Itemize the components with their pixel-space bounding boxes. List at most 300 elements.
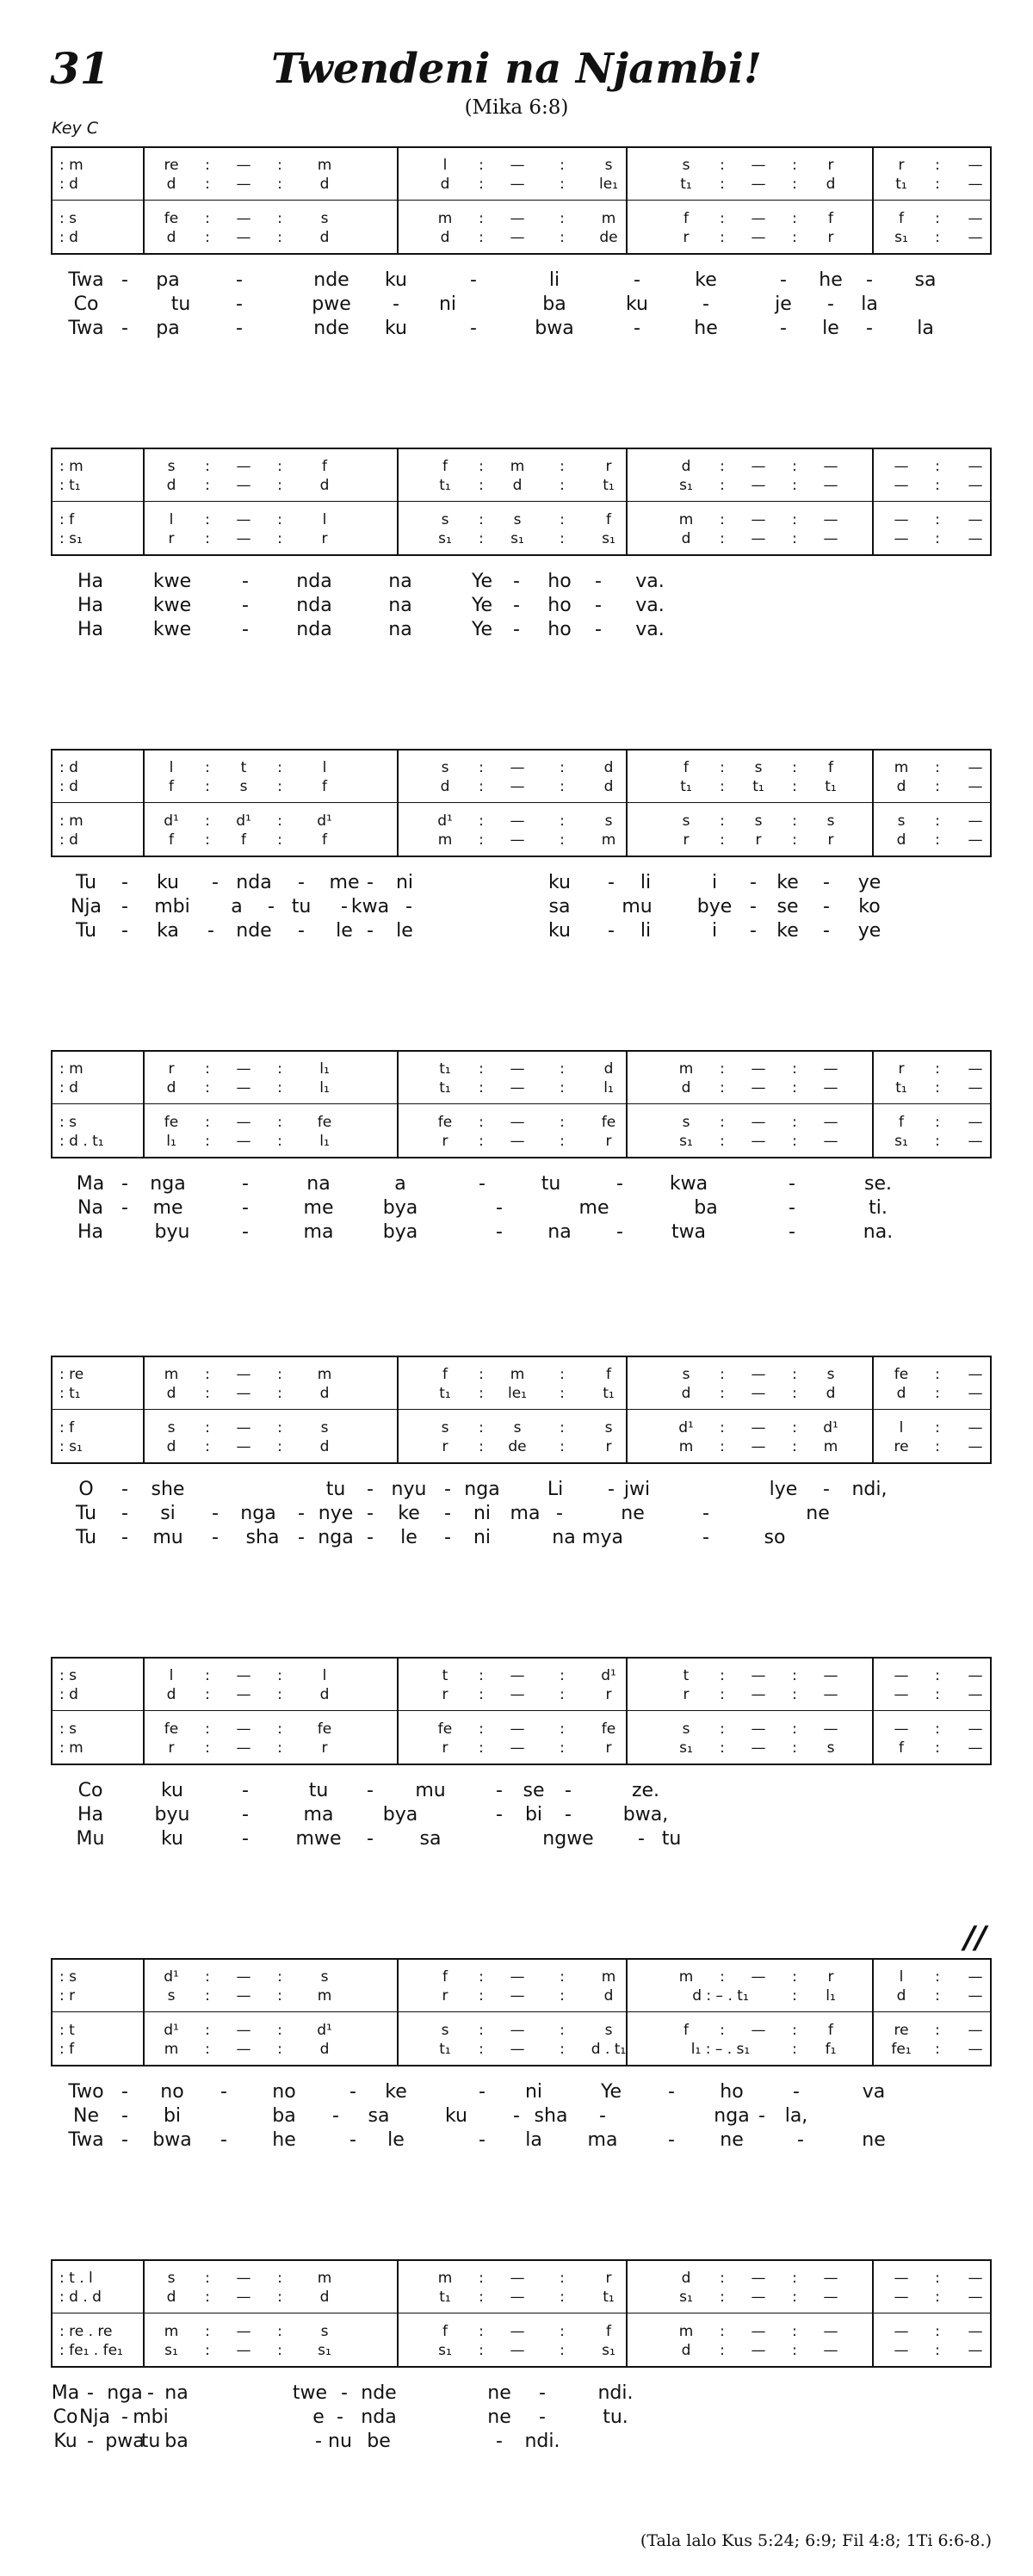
solfa-note: : [277, 1060, 282, 1078]
solfa-note: : t₁ [59, 1385, 81, 1402]
syllable-hyphen: - [444, 1503, 451, 1524]
solfa-note: s₁ [679, 477, 693, 494]
lyric-syllable: ma [510, 1503, 541, 1524]
solfa-note: : [792, 1739, 797, 1757]
solfa-note: : [277, 2342, 282, 2359]
solfa-note: — [894, 2342, 909, 2359]
solfa-note: d [440, 778, 450, 795]
solfa-note: s [320, 1968, 329, 1986]
solfa-note: d [319, 477, 330, 494]
solfa-note: — [751, 1060, 766, 1078]
solfa-note: — [236, 2270, 251, 2287]
solfa-note: : [277, 1667, 282, 1684]
solfa-note: r [442, 1987, 448, 2005]
solfa-note: : [479, 511, 484, 528]
solfa-note: : [277, 530, 282, 547]
lyric-syllable: ku [384, 318, 407, 339]
solfa-note: : [205, 1720, 210, 1738]
syllable-hyphen: - [793, 2081, 800, 2103]
lyric-syllable: ku [547, 920, 571, 942]
solfa-note: f [442, 458, 448, 475]
solfa-note: d [440, 176, 450, 193]
solfa-note: : [205, 477, 210, 494]
solfa-note: f [322, 778, 327, 795]
solfa-note: — [236, 1987, 251, 2005]
lyric-syllable: mya [582, 1527, 623, 1548]
solfa-note: — [751, 2289, 766, 2306]
solfa-note: d [896, 1385, 906, 1402]
solfa-note: f [684, 759, 689, 776]
solfa-note: s [682, 157, 690, 174]
staff-divider [53, 802, 990, 803]
lyric-syllable: nda [296, 619, 332, 640]
solfa-note: : t [59, 2022, 75, 2039]
solfa-note: : [935, 812, 940, 830]
lyric-syllable: ye [857, 872, 881, 893]
lyric-syllable: be [367, 2431, 391, 2452]
lyric-syllable: nga [240, 1503, 276, 1524]
solfa-note: — [236, 1133, 251, 1150]
lyric-syllable: pa [156, 318, 180, 339]
syllable-hyphen: - [496, 1780, 503, 1801]
solfa-note: m [894, 759, 909, 776]
solfa-note: r [168, 530, 175, 547]
solfa-note: — [510, 1968, 525, 1986]
solfa-note: — [236, 1114, 251, 1131]
lyric-syllable: ba [272, 2105, 296, 2127]
syllable-hyphen: - [565, 1780, 572, 1801]
solfa-note: : [935, 1667, 940, 1684]
lyric-syllable: ke [776, 920, 799, 942]
syllable-hyphen: - [367, 1527, 374, 1548]
solfa-note: — [968, 1720, 983, 1738]
lyric-line-3 [0, 1220, 1033, 1245]
solfa-note: — [894, 2289, 909, 2306]
solfa-note: : [792, 2323, 797, 2340]
syllable-hyphen: - [367, 872, 374, 893]
syllable-hyphen: - [332, 2105, 339, 2127]
solfa-note: : [277, 1987, 282, 2005]
lyric-syllable: ku [160, 1780, 183, 1801]
solfa-note: l [322, 511, 327, 528]
solfa-note: s [754, 812, 763, 830]
lyric-syllable: mwe [295, 1828, 342, 1850]
lyric-syllable: pwa [105, 2431, 145, 2452]
solfa-note: s [441, 511, 449, 528]
solfa-note: : [935, 1987, 940, 2005]
lyric-syllable: Ma [51, 2382, 80, 2404]
bar-line [397, 1960, 399, 2065]
solfa-note: — [968, 530, 983, 547]
solfa-note: — [894, 530, 909, 547]
solfa-note: d¹ [678, 1419, 694, 1436]
solfa-note: : d [59, 778, 78, 795]
lyric-syllable: Tu [75, 920, 97, 942]
lyric-syllable: na [547, 1221, 572, 1243]
lyric-syllable: nda [236, 872, 272, 893]
solfa-note: : [479, 2342, 484, 2359]
lyric-syllable: Ye [471, 595, 493, 616]
solfa-note: — [510, 1686, 525, 1703]
solfa-note: — [823, 2289, 838, 2306]
solfa-note: d [681, 530, 691, 547]
solfa-note: r [442, 1686, 448, 1703]
solfa-note: — [894, 477, 909, 494]
solfa-note: d¹ [164, 1968, 179, 1986]
solfa-note: — [236, 1667, 251, 1684]
solfa-note: : [205, 2270, 210, 2287]
lyric-syllable: pa [156, 269, 180, 291]
solfa-note: : [479, 812, 484, 830]
solfa-note: : [277, 229, 282, 246]
solfa-note: l₁ [166, 1133, 176, 1150]
solfa-note: : [720, 210, 725, 227]
solfa-note: d [166, 1385, 176, 1402]
lyric-syllable: ne [806, 1503, 830, 1524]
solfa-note: t [442, 1667, 448, 1684]
solfa-note: — [894, 511, 909, 528]
lyric-line-3 [0, 2128, 1033, 2153]
lyric-syllable: jwi [623, 1479, 651, 1500]
solfa-note: s [682, 1366, 690, 1383]
solfa-note: r [321, 530, 328, 547]
solfa-note: s₁ [679, 2289, 693, 2306]
solfa-note: — [236, 210, 251, 227]
lyric-syllable: ze. [631, 1780, 660, 1801]
solfa-note: : [720, 157, 725, 174]
solfa-note: — [968, 1438, 983, 1455]
solfa-note: d [166, 176, 176, 193]
lyric-syllable: lye [769, 1479, 798, 1500]
solfa-note: : [277, 1079, 282, 1096]
solfa-note: f [442, 1968, 448, 1986]
solfa-note: — [968, 1366, 983, 1383]
syllable-hyphen: - [479, 2129, 486, 2151]
solfa-note: — [968, 2270, 983, 2287]
syllable-hyphen: - [668, 2081, 675, 2103]
solfa-note: — [510, 759, 525, 776]
lyric-syllable: le [387, 2129, 405, 2151]
solfa-note: — [751, 1667, 766, 1684]
solfa-note: : [479, 1667, 484, 1684]
syllable-hyphen: - [595, 595, 602, 616]
lyric-syllable: ma [587, 2129, 618, 2151]
syllable-hyphen: - [212, 1527, 219, 1548]
lyric-syllable: ndi, [851, 1479, 888, 1500]
solfa-note: d [319, 1686, 330, 1703]
solfa-note: : [205, 210, 210, 227]
solfa-note: fe [164, 210, 179, 227]
lyric-syllable: tu [170, 293, 191, 315]
lyric-line-2 [0, 594, 1033, 618]
lyric-syllable: mu [415, 1780, 446, 1801]
syllable-hyphen: - [750, 920, 757, 942]
cross-references: (Tala lalo Kus 5:24; 6:9; Fil 4:8; 1Ti 6:6-8.) [640, 2531, 992, 2550]
solfa-note: d¹ [601, 1667, 616, 1684]
syllable-hyphen: - [341, 896, 348, 917]
syllable-hyphen: - [616, 1173, 623, 1195]
lyric-syllable: no [160, 2081, 184, 2103]
solfa-note: t₁ [752, 778, 764, 795]
lyric-syllable: ne [621, 1503, 645, 1524]
solfa-note: — [751, 1366, 766, 1383]
solfa-note: — [236, 1419, 251, 1436]
solfa-note: r [168, 1739, 175, 1757]
solfa-note: s [826, 812, 835, 830]
syllable-hyphen: - [634, 318, 640, 339]
syllable-hyphen: - [780, 269, 787, 291]
solfa-note: : [792, 1114, 797, 1131]
solfa-note: : [560, 831, 565, 849]
lyric-syllable: tu [541, 1173, 561, 1195]
solfa-note: : f [59, 1419, 75, 1436]
solfa-note: f [828, 2022, 833, 2039]
lyric-syllable: mu [622, 896, 653, 917]
solfa-note: : [935, 1968, 940, 1986]
solfa-note: : [935, 759, 940, 776]
solfa-note: — [751, 1438, 766, 1455]
lyric-syllable: va. [635, 595, 665, 616]
solfa-note: m [678, 1438, 694, 1455]
solfa-note: t₁ [895, 1079, 907, 1096]
solfa-note: : [935, 511, 940, 528]
solfa-note: : [935, 1079, 940, 1096]
solfa-note: r [605, 1739, 612, 1757]
solfa-note: — [751, 1720, 766, 1738]
solfa-note: : [935, 1720, 940, 1738]
solfa-note: : [935, 1060, 940, 1078]
solfa-note: d . t₁ [591, 2041, 627, 2058]
syllable-hyphen: - [212, 1503, 219, 1524]
solfa-note: t₁ [439, 2041, 451, 2058]
lyric-syllable: so [764, 1527, 786, 1548]
solfa-note: : [205, 1686, 210, 1703]
solfa-note: t₁ [439, 1385, 451, 1402]
syllable-hyphen: - [479, 2081, 486, 2103]
solfa-note: : [792, 210, 797, 227]
syllable-hyphen: - [315, 2431, 322, 2452]
solfa-note: s₁ [438, 530, 452, 547]
solfa-note: f [828, 759, 833, 776]
lyric-line-2 [0, 2104, 1033, 2128]
solfa-note: s [441, 1419, 449, 1436]
solfa-note: — [236, 511, 251, 528]
solfa-note: t₁ [603, 1385, 615, 1402]
solfa-note: — [968, 477, 983, 494]
solfa-note: — [236, 1060, 251, 1078]
solfa-note: d [681, 1079, 691, 1096]
syllable-hyphen: - [121, 1197, 128, 1219]
solfa-note: m [678, 1968, 694, 1986]
solfa-note: : [205, 1079, 210, 1096]
lyric-syllable: ka [157, 920, 179, 942]
solfa-note: : [479, 1114, 484, 1131]
solfa-note: : [792, 2270, 797, 2287]
bar-line [397, 1357, 399, 1462]
bar-line [397, 1052, 399, 1157]
solfa-note: f [169, 831, 174, 849]
solfa-note: : [560, 511, 565, 528]
solfa-note: re [164, 157, 179, 174]
solfa-note: : [560, 1438, 565, 1455]
solfa-note: — [751, 1968, 766, 1986]
solfa-note: : [792, 2041, 797, 2058]
solfa-note: s [320, 1419, 329, 1436]
syllable-hyphen: - [367, 920, 374, 942]
solfa-note: : [205, 229, 210, 246]
syllable-hyphen: - [298, 1503, 305, 1524]
solfa-note: : d . t₁ [59, 1133, 104, 1150]
syllable-hyphen: - [496, 1804, 503, 1825]
solfa-note: : [277, 1720, 282, 1738]
lyric-syllable: nda [361, 2406, 397, 2428]
solfa-note: — [968, 1667, 983, 1684]
solfa-note: — [751, 458, 766, 475]
solfa-note: — [510, 2041, 525, 2058]
lyric-line-1 [0, 2080, 1033, 2104]
lyric-syllable: ho [547, 571, 572, 592]
solfa-note: — [236, 2022, 251, 2039]
solfa-note: — [968, 812, 983, 830]
solfa-note: m [437, 2270, 453, 2287]
solfa-note: r [898, 1060, 905, 1078]
syllable-hyphen: - [513, 619, 520, 640]
lyric-syllable: Na [77, 1197, 103, 1219]
solfa-note: — [751, 1133, 766, 1150]
lyric-syllable: nde [361, 2382, 397, 2404]
lyric-syllable: ku [547, 872, 571, 893]
solfa-note: fe [601, 1114, 616, 1131]
music-system-4 [51, 1050, 992, 1158]
solfa-note: : [935, 458, 940, 475]
syllable-hyphen: - [298, 872, 305, 893]
syllable-hyphen: - [608, 920, 615, 942]
solfa-note: : [560, 229, 565, 246]
solfa-note: f₁ [825, 2041, 837, 2058]
solfa-note: : [792, 176, 797, 193]
solfa-note: : [935, 1133, 940, 1150]
solfa-note: : fe₁ . fe₁ [59, 2342, 123, 2359]
syllable-hyphen: - [236, 318, 243, 339]
lyric-syllable: va [862, 2081, 886, 2103]
solfa-note: — [510, 229, 525, 246]
lyric-syllable: mbi [154, 896, 190, 917]
solfa-note: de [508, 1438, 527, 1455]
solfa-note: : [560, 210, 565, 227]
solfa-note: t₁ [439, 1060, 451, 1078]
solfa-note: : d [59, 759, 78, 776]
solfa-note: : [479, 831, 484, 849]
lyric-syllable: ni [395, 872, 414, 893]
solfa-note: — [823, 1133, 838, 1150]
solfa-note: l [169, 1667, 174, 1684]
solfa-note: le₁ [599, 176, 618, 193]
lyric-syllable: ne [862, 2129, 886, 2151]
solfa-note: r [605, 1133, 612, 1150]
music-system-8 [51, 2259, 992, 2368]
lyric-syllable: sa [368, 2105, 390, 2127]
solfa-note: s [604, 1419, 613, 1436]
solfa-note: — [236, 1686, 251, 1703]
syllable-hyphen: - [823, 872, 830, 893]
lyric-syllable: kwe [152, 571, 192, 592]
solfa-note: : [560, 157, 565, 174]
solfa-note: — [236, 2289, 251, 2306]
solfa-note: — [823, 1686, 838, 1703]
syllable-hyphen: - [121, 872, 128, 893]
staff-divider [53, 1710, 990, 1711]
lyric-syllable: le [400, 1527, 418, 1548]
solfa-note: : [479, 1419, 484, 1436]
solfa-note: f [442, 2323, 448, 2340]
solfa-note: : [720, 1133, 725, 1150]
solfa-note: : [560, 1079, 565, 1096]
solfa-note: d [166, 1686, 176, 1703]
solfa-note: : d [59, 1686, 78, 1703]
lyric-syllable: se. [864, 1173, 892, 1195]
solfa-note: : [479, 2323, 484, 2340]
solfa-note: s [604, 2022, 613, 2039]
solfa-note: : [935, 1419, 940, 1436]
solfa-note: — [510, 1060, 525, 1078]
solfa-note: : [479, 176, 484, 193]
solfa-note: : [479, 2289, 484, 2306]
solfa-note: m [317, 1987, 332, 2005]
lyric-syllable: bya [382, 1804, 418, 1825]
lyric-syllable: Ye [471, 619, 493, 640]
syllable-hyphen: - [242, 1804, 249, 1825]
solfa-note: — [751, 1739, 766, 1757]
solfa-note: — [968, 1114, 983, 1131]
solfa-note: : d [59, 1079, 78, 1096]
solfa-note: fe [164, 1720, 179, 1738]
solfa-note: : [205, 530, 210, 547]
lyric-syllable: li [640, 920, 652, 942]
lyric-line-2 [0, 1803, 1033, 1827]
solfa-note: f [322, 831, 327, 849]
solfa-note: s₁ [894, 1133, 908, 1150]
lyric-syllable: Ne [73, 2105, 99, 2127]
syllable-hyphen: - [242, 1221, 249, 1243]
solfa-note: f [322, 458, 327, 475]
solfa-note: : [205, 458, 210, 475]
solfa-note: : [277, 1686, 282, 1703]
solfa-note: — [751, 2323, 766, 2340]
solfa-note: — [236, 1079, 251, 1096]
lyric-syllable: e [312, 2406, 325, 2428]
lyric-syllable: va. [635, 619, 665, 640]
syllable-hyphen: - [823, 920, 830, 942]
solfa-note: — [236, 229, 251, 246]
solfa-note: t₁ [825, 778, 837, 795]
solfa-note: f [899, 210, 904, 227]
solfa-note: s₁ [164, 2342, 178, 2359]
solfa-note: : [479, 759, 484, 776]
solfa-note: : [560, 759, 565, 776]
solfa-note: d [319, 1438, 330, 1455]
solfa-note: : [560, 176, 565, 193]
solfa-note: — [236, 1739, 251, 1757]
lyric-line-2 [0, 293, 1033, 317]
solfa-note: : f [59, 2041, 75, 2058]
syllable-hyphen: - [496, 2431, 503, 2452]
solfa-note: : [720, 1060, 725, 1078]
solfa-note: : [792, 1720, 797, 1738]
solfa-note: — [823, 2270, 838, 2287]
solfa-note: : [935, 157, 940, 174]
syllable-hyphen: - [470, 269, 477, 291]
solfa-note: : [792, 1438, 797, 1455]
